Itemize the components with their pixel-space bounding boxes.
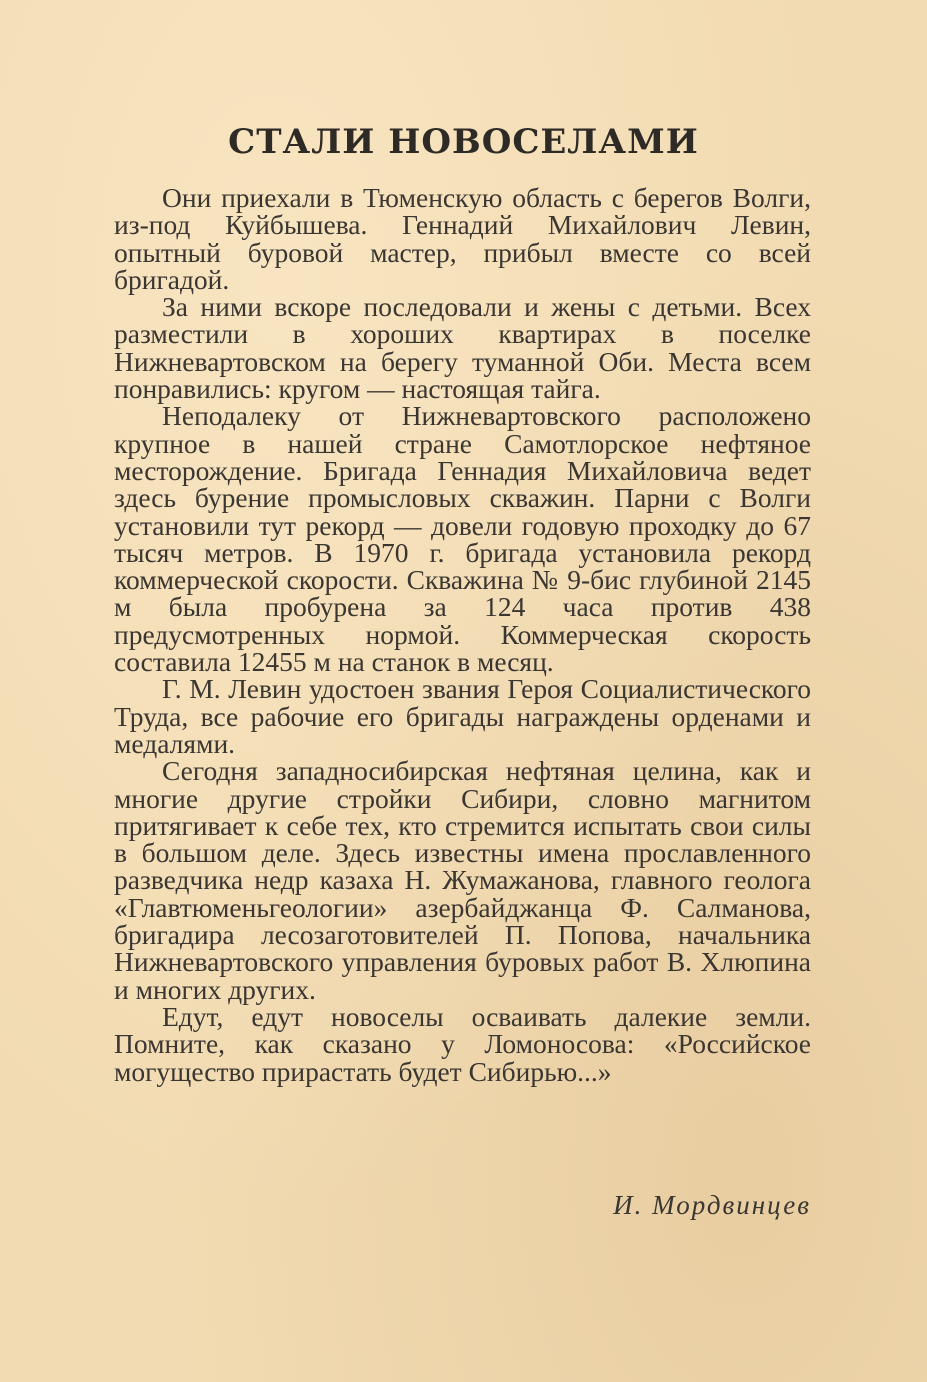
paragraph: За ними вскоре последовали и жены с детьми. Всех разместили в хороших квартирах в поселке Нижневартовском на берегу туманной Оби. Места всем понравились: кругом — настоящая тайга. [114,291,811,405]
author-signature: И. Мордвинцев [613,1190,811,1220]
paragraph: Едут, едут новоселы осваивать далекие земли. Помните, как сказано у Ломоносова: «Российское могущество прирастать будет Сибирью...» [114,1000,811,1087]
article-body [114,184,811,1085]
paragraph: Г. М. Левин удостоен звания Героя Социалистического Труда, все рабочие его бригады награждены орденами и медалями. [114,673,811,759]
paragraph: Сегодня западносибирская нефтяная целина, как и многие другие стройки Сибири, словно магнитом притягивает к себе тех, кто стремится испытать свои силы в большом деле. Здесь известны имена прославленного разведчика недр казаха Н. Жумажанова, главного геолога «Главтюменьгеологии» азербайджанца Ф. Салманова, бригадира лесозаготовителей П. Попова, начальника Нижневартовского управления буровых работ В. Хлюпина и многих других. [114,755,811,1005]
paragraph: Неподалеку от Нижневартовского расположено крупное в нашей стране Самотлорское нефтяное месторождение. Бригада Геннадия Михайловича ведет здесь бурение промысловых скважин. Парни с Волги установили тут рекорд — довели годовую проходку до 67 тысяч метров. В 1970 г. бригада установила рекорд коммерческой скорости. Скважина № 9-бис глубиной 2145 м была пробурена за 124 часа против 438 предусмотренных нормой. Коммерческая скорость составила 12455 м на станок в месяц. [114,400,811,678]
article-title: СТАЛИ НОВОСЕЛАМИ [228,122,699,162]
paragraph: Они приехали в Тюменскую область с берегов Волги, из-под Куйбышева. Геннадий Михайлович Левин, опытный буровой мастер, прибыл вместе со всей бригадой. [114,182,811,295]
